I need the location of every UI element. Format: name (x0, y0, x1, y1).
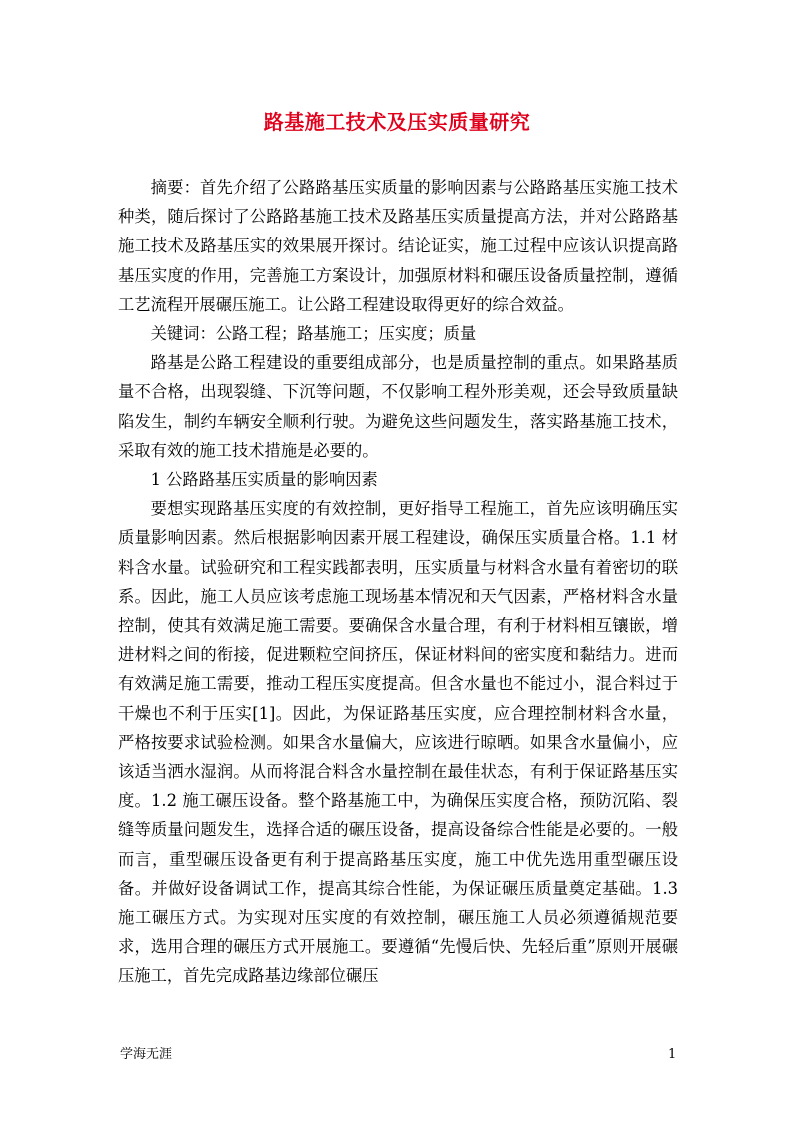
document-body (118, 173, 678, 991)
document-title: 路基施工技术及压实质量研究 (263, 110, 531, 134)
section-heading: 1 公路路基压实质量的影响因素 (150, 470, 378, 490)
keywords-paragraph: 关键词：公路工程；路基施工；压实度；质量 (150, 324, 477, 344)
page-number: 1 (668, 1047, 677, 1062)
abstract-paragraph: 摘要：首先介绍了公路路基压实质量的影响因素与公路路基压实施工技术种类，随后探讨了公路路基施工技术及路基压实质量提高方法，并对公路路基施工技术及路基压实的效果展开探讨。结论证实，施工过程中应该认识提高路基压实度的作用，完善施工方案设计，加强原材料和碾压设备质量控制，遵循工艺流程开展碾压施工。让公路工程建设取得更好的综合效益。 (118, 178, 678, 314)
intro-paragraph: 路基是公路工程建设的重要组成部分，也是质量控制的重点。如果路基质量不合格，出现裂缝、下沉等问题，不仅影响工程外形美观，还会导致质量缺陷发生，制约车辆安全顺利行驶。为避免这些问题发生，落实路基施工技术，采取有效的施工技术措施是必要的。 (118, 353, 678, 460)
section-body-paragraph: 要想实现路基压实度的有效控制，更好指导工程施工，首先应该明确压实质量影响因素。然后根据影响因素开展工程建设，确保压实质量合格。1.1 材料含水量。试验研究和工程实践都表明，压实质量与材料含水量有着密切的联系。因此，施工人员应该考虑施工现场基本情况和天气因素，严格材料含水量控制，使其有效满足施工需要。要确保含水量合理，有利于材料相互镶嵌，增进材料之间的衔接，促进颗粒空间挤压，保证材料间的密实度和黏结力。进而有效满足施工需要，推动工程压实度提高。但含水量也不能过小，混合料过于干燥也不利于压实[1]。因此，为保证路基压实度，应合理控制材料含水量，严格按要求试验检测。如果含水量偏大，应该进行晾晒。如果含水量偏小，应该适当洒水湿润。从而将混合料含水量控制在最佳状态，有利于保证路基压实度。1.2 施工碾压设备。整个路基施工中，为确保压实度合格，预防沉陷、裂缝等质量问题发生，选择合适的碾压设备，提高设备综合性能是必要的。一般而言，重型碾压设备更有利于提高路基压实度，施工中优先选用重型碾压设备。并做好设备调试工作，提高其综合性能，为保证碾压质量奠定基础。1.3 施工碾压方式。为实现对压实度的有效控制，碾压施工人员必须遵循规范要求，选用合理的碾压方式开展施工。要遵循“先慢后快、先轻后重”原则开展碾压施工，首先完成路基边缘部位碾压 (118, 499, 678, 986)
footer-text: 学海无涯 (120, 1047, 173, 1062)
